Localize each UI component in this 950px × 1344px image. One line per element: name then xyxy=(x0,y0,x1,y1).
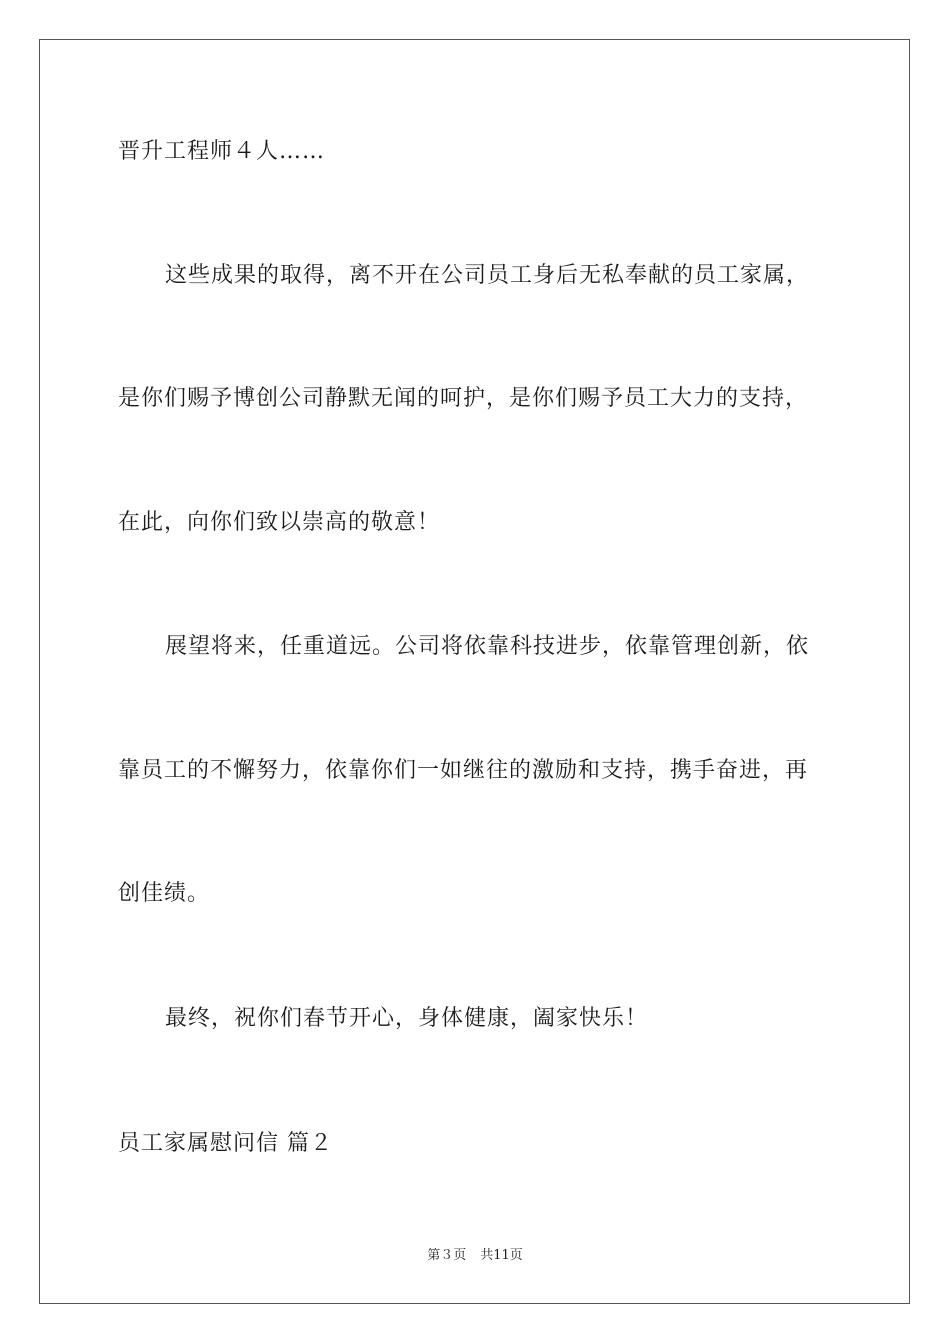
page-border xyxy=(39,39,910,1304)
text-line-3: 是你们赐予博创公司静默无闻的呵护，是你们赐予员工大力的支持， xyxy=(118,386,809,411)
text-line-1: 晋升工程师４人…… xyxy=(118,139,326,164)
paragraph-line-8: 最终，祝你们春节开心，身体健康，阖家快乐！ xyxy=(165,1006,649,1031)
text-line-7: 创佳绩。 xyxy=(118,881,211,906)
page-total: 共11页 xyxy=(480,1248,523,1263)
text-line-6: 靠员工的不懈努力，依靠你们一如继往的激励和支持，携手奋进，再 xyxy=(118,758,809,783)
section-heading: 员工家属慰问信 篇２ xyxy=(118,1131,333,1156)
text-line-4: 在此，向你们致以崇高的敬意！ xyxy=(118,510,441,535)
paragraph-line-2: 这些成果的取得，离不开在公司员工身后无私奉献的员工家属， xyxy=(165,263,810,288)
paragraph-line-5: 展望将来，任重道远。公司将依靠科技进步，依靠管理创新，依 xyxy=(165,634,810,659)
page-footer xyxy=(0,1247,950,1265)
page-number: 第３页 xyxy=(427,1248,467,1263)
